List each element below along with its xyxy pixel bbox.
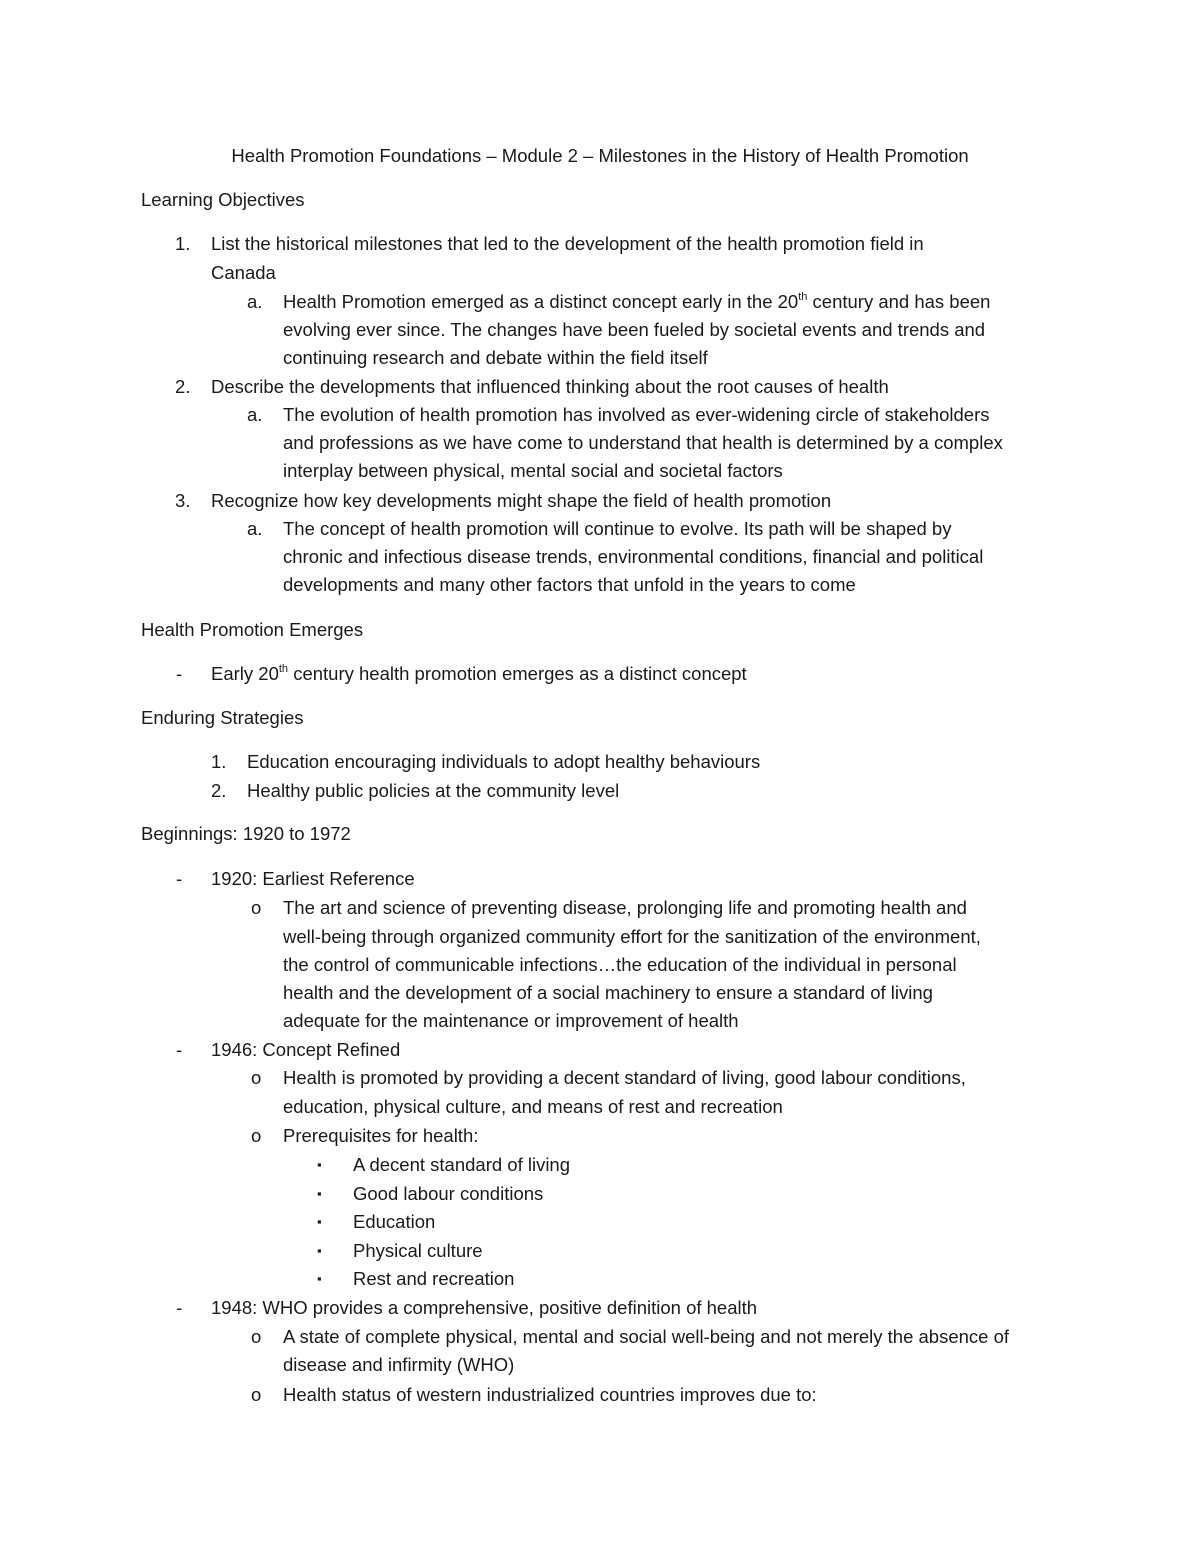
list-number: 2. bbox=[211, 780, 227, 801]
list-number: 1. bbox=[175, 233, 191, 254]
square-bullet: ▪ bbox=[317, 1214, 322, 1229]
square-bullet: ▪ bbox=[317, 1157, 322, 1172]
dash-bullet: - bbox=[176, 1039, 183, 1060]
milestone-detail: disease and infirmity (WHO) bbox=[283, 1354, 515, 1375]
emerges-text: Early 20th century health promotion emerges as a distinct concept bbox=[211, 662, 747, 684]
circle-bullet: o bbox=[251, 1384, 262, 1405]
objective-detail: and professions as we have come to understand that health is determined by a complex bbox=[283, 432, 1003, 453]
objective-detail: continuing research and debate within the field itself bbox=[283, 347, 708, 368]
milestone-detail: A state of complete physical, mental and social well-being and not merely the absence of bbox=[283, 1326, 1010, 1347]
prerequisite-item: A decent standard of living bbox=[353, 1154, 571, 1175]
section-heading-beginnings: Beginnings: 1920 to 1972 bbox=[141, 823, 351, 844]
milestone-detail: the control of communicable infections…the education of the individual in personal bbox=[283, 954, 957, 975]
objective-text: Canada bbox=[211, 262, 276, 283]
section-heading-enduring: Enduring Strategies bbox=[141, 707, 304, 728]
list-letter: a. bbox=[247, 404, 263, 425]
dash-bullet: - bbox=[176, 663, 183, 684]
objective-text: Recognize how key developments might shape the field of health promotion bbox=[211, 490, 832, 511]
objective-detail: developments and many other factors that unfold in the years to come bbox=[283, 574, 856, 595]
objective-detail: evolving ever since. The changes have been fueled by societal events and trends and bbox=[283, 319, 986, 340]
circle-bullet: o bbox=[251, 1125, 262, 1146]
milestone-detail: Health status of western industrialized countries improves due to: bbox=[283, 1384, 817, 1405]
milestone-detail: The art and science of preventing disease, prolonging life and promoting health and bbox=[283, 897, 967, 918]
prerequisite-item: Good labour conditions bbox=[353, 1183, 544, 1204]
objective-detail: Health Promotion emerged as a distinct concept early in the 20th century and has been bbox=[283, 290, 991, 312]
dash-bullet: - bbox=[176, 1297, 183, 1318]
objective-detail: The evolution of health promotion has involved as ever-widening circle of stakeholders bbox=[283, 404, 990, 425]
circle-bullet: o bbox=[251, 897, 262, 918]
square-bullet: ▪ bbox=[317, 1186, 322, 1201]
milestone-detail: education, physical culture, and means of rest and recreation bbox=[283, 1096, 783, 1117]
section-heading-emerges: Health Promotion Emerges bbox=[141, 619, 364, 640]
list-number: 2. bbox=[175, 376, 191, 397]
objective-detail: interplay between physical, mental social and societal factors bbox=[283, 460, 783, 481]
objective-text: Describe the developments that influenced thinking about the root causes of health bbox=[211, 376, 889, 397]
milestone-1948: 1948: WHO provides a comprehensive, positive definition of health bbox=[211, 1297, 758, 1318]
objective-detail: The concept of health promotion will continue to evolve. Its path will be shaped by bbox=[283, 518, 952, 539]
circle-bullet: o bbox=[251, 1067, 262, 1088]
milestone-1946: 1946: Concept Refined bbox=[211, 1039, 401, 1060]
objective-detail: chronic and infectious disease trends, environmental conditions, financial and political bbox=[283, 546, 984, 567]
list-letter: a. bbox=[247, 291, 263, 312]
objective-text: List the historical milestones that led to the development of the health promotion field in bbox=[211, 233, 924, 254]
section-heading-learning-objectives: Learning Objectives bbox=[141, 189, 305, 210]
prerequisite-item: Education bbox=[353, 1211, 436, 1232]
milestone-1920: 1920: Earliest Reference bbox=[211, 868, 415, 889]
dash-bullet: - bbox=[176, 868, 183, 889]
strategy-text: Healthy public policies at the community level bbox=[247, 780, 620, 801]
square-bullet: ▪ bbox=[317, 1271, 322, 1286]
list-number: 3. bbox=[175, 490, 191, 511]
prerequisite-item: Rest and recreation bbox=[353, 1268, 515, 1289]
page-title: Health Promotion Foundations – Module 2 – Milestones in the History of Health Promotion bbox=[231, 145, 969, 166]
prerequisite-item: Physical culture bbox=[353, 1240, 483, 1261]
list-letter: a. bbox=[247, 518, 263, 539]
square-bullet: ▪ bbox=[317, 1243, 322, 1258]
circle-bullet: o bbox=[251, 1326, 262, 1347]
strategy-text: Education encouraging individuals to adopt healthy behaviours bbox=[247, 751, 761, 772]
milestone-detail: Health is promoted by providing a decent standard of living, good labour conditions, bbox=[283, 1067, 966, 1088]
milestone-detail: health and the development of a social machinery to ensure a standard of living bbox=[283, 982, 933, 1003]
milestone-detail: Prerequisites for health: bbox=[283, 1125, 479, 1146]
milestone-detail: well-being through organized community effort for the sanitization of the environment, bbox=[283, 926, 981, 947]
list-number: 1. bbox=[211, 751, 227, 772]
milestone-detail: adequate for the maintenance or improvement of health bbox=[283, 1010, 739, 1031]
